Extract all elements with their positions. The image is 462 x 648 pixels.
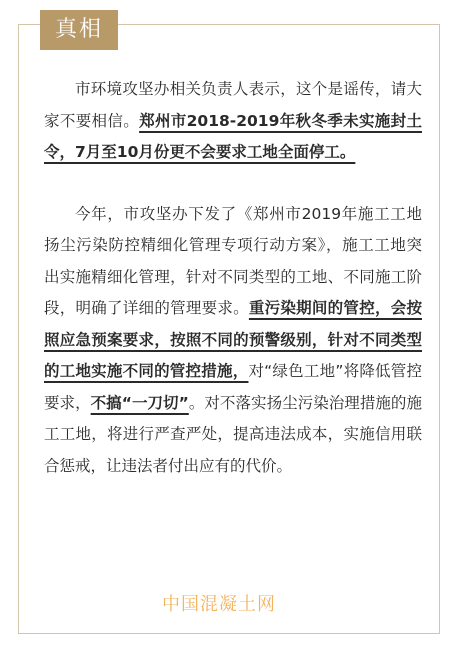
- paragraph-statement: [44, 74, 422, 169]
- plan-green-site-text: 对“绿色工地”将降低管控要求，: [44, 362, 422, 412]
- plan-text: 今年，市攻坚办下发了《郑州市2019年施工工地扬尘污染防控精细化管理专项行动方案》，施工工地突出实施精细化管理，针对不同类型的工地、不同施工阶段，明确了详细的管理要求。: [44, 204, 422, 317]
- plan-penalty-text: 。对不落实扬尘污染治理措施的施工工地，将进行严查严处，提高违法成本，实施信用联合惩戒，让违法者付出应有的代价。: [44, 393, 422, 475]
- statement-emphasis: 郑州市2018-2019年秋冬季未实施封土令，7月至10月份更不会要求工地全面停工。: [44, 111, 422, 161]
- truth-tag: 真相: [40, 10, 118, 50]
- plan-emphasis-control: 重污染期间的管控，会按照应急预案要求，按照不同的预警级别，针对不同类型的工地实施不同的管控措施，: [44, 299, 422, 380]
- statement-text: 市环境攻坚办相关负责人表示，这个是谣传，请大家不要相信。: [44, 80, 422, 130]
- plan-emphasis-no-blanket: 不搞“一刀切”: [90, 393, 189, 412]
- paragraph-plan: [44, 199, 422, 483]
- site-watermark: 中国混凝土网: [162, 594, 276, 615]
- article-body: [44, 74, 422, 482]
